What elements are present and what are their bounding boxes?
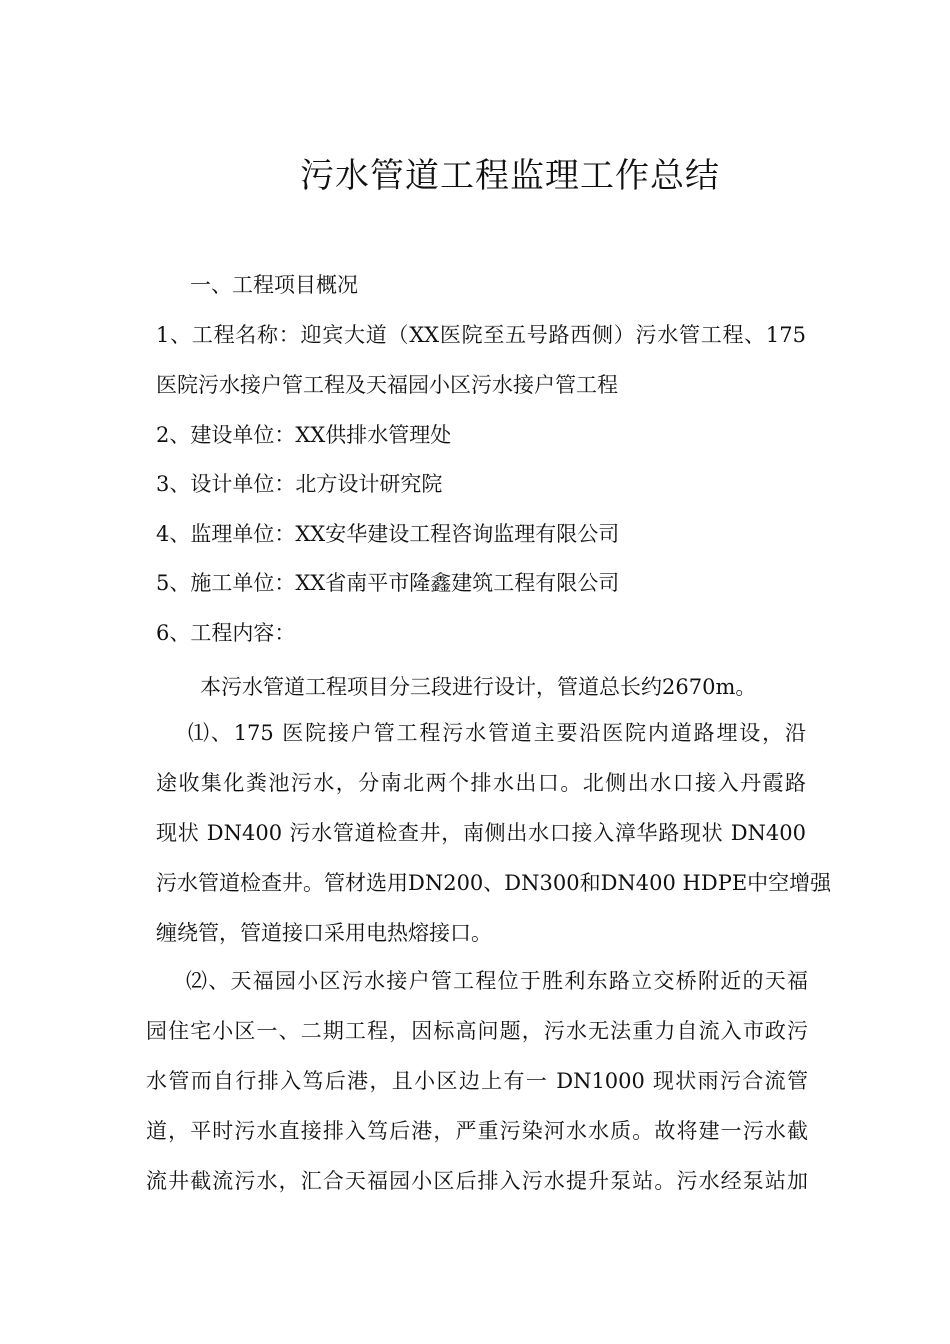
document-title: 污水管道工程监理工作总结 [300, 156, 720, 196]
item-project-name-line2: 医院污水接户管工程及天福园小区污水接户管工程 [156, 373, 618, 397]
part2-line: 道，平时污水直接排入笃后港，严重污染河水水质。故将建一污水截 [146, 1119, 808, 1143]
part1-line: ⑴、175 医院接户管工程污水管道主要沿医院内道路埋设，沿 [188, 721, 806, 745]
section-heading: 一、工程项目概况 [190, 273, 358, 297]
item-project-name-line1: 1、工程名称：迎宾大道（XX医院至五号路西侧）污水管工程、175 [156, 323, 806, 347]
part1-line: 缠绕管，管道接口采用电热熔接口。 [156, 921, 492, 945]
item-construction-unit: 5、施工单位：XX省南平市隆鑫建筑工程有限公司 [156, 571, 620, 595]
part2-line: 水管而自行排入笃后港，且小区边上有一 DN1000 现状雨污合流管 [146, 1069, 808, 1093]
part2-line: 流井截流污水，汇合天福园小区后排入污水提升泵站。污水经泵站加 [146, 1169, 808, 1193]
item-project-content: 6、工程内容： [156, 621, 296, 645]
part2-line: ⑵、天福园小区污水接户管工程位于胜利东路立交桥附近的天福 [186, 969, 808, 993]
item-owner-unit: 2、建设单位：XX供排水管理处 [156, 423, 452, 447]
part1-line: 污水管道检查井。管材选用DN200、DN300和DN400 HDPE中空增强 [156, 871, 832, 895]
part1-line: 途收集化粪池污水，分南北两个排水出口。北侧出水口接入丹霞路 [156, 771, 806, 795]
item-supervision-unit: 4、监理单位：XX安华建设工程咨询监理有限公司 [156, 522, 620, 546]
part2-line: 园住宅小区一、二期工程，因标高问题，污水无法重力自流入市政污 [146, 1019, 808, 1043]
part1-line: 现状 DN400 污水管道检查井，南侧出水口接入漳华路现状 DN400 [156, 821, 806, 845]
item-design-unit: 3、设计单位：北方设计研究院 [156, 472, 443, 496]
intro-paragraph: 本污水管道工程项目分三段进行设计，管道总长约2670m。 [200, 675, 757, 699]
